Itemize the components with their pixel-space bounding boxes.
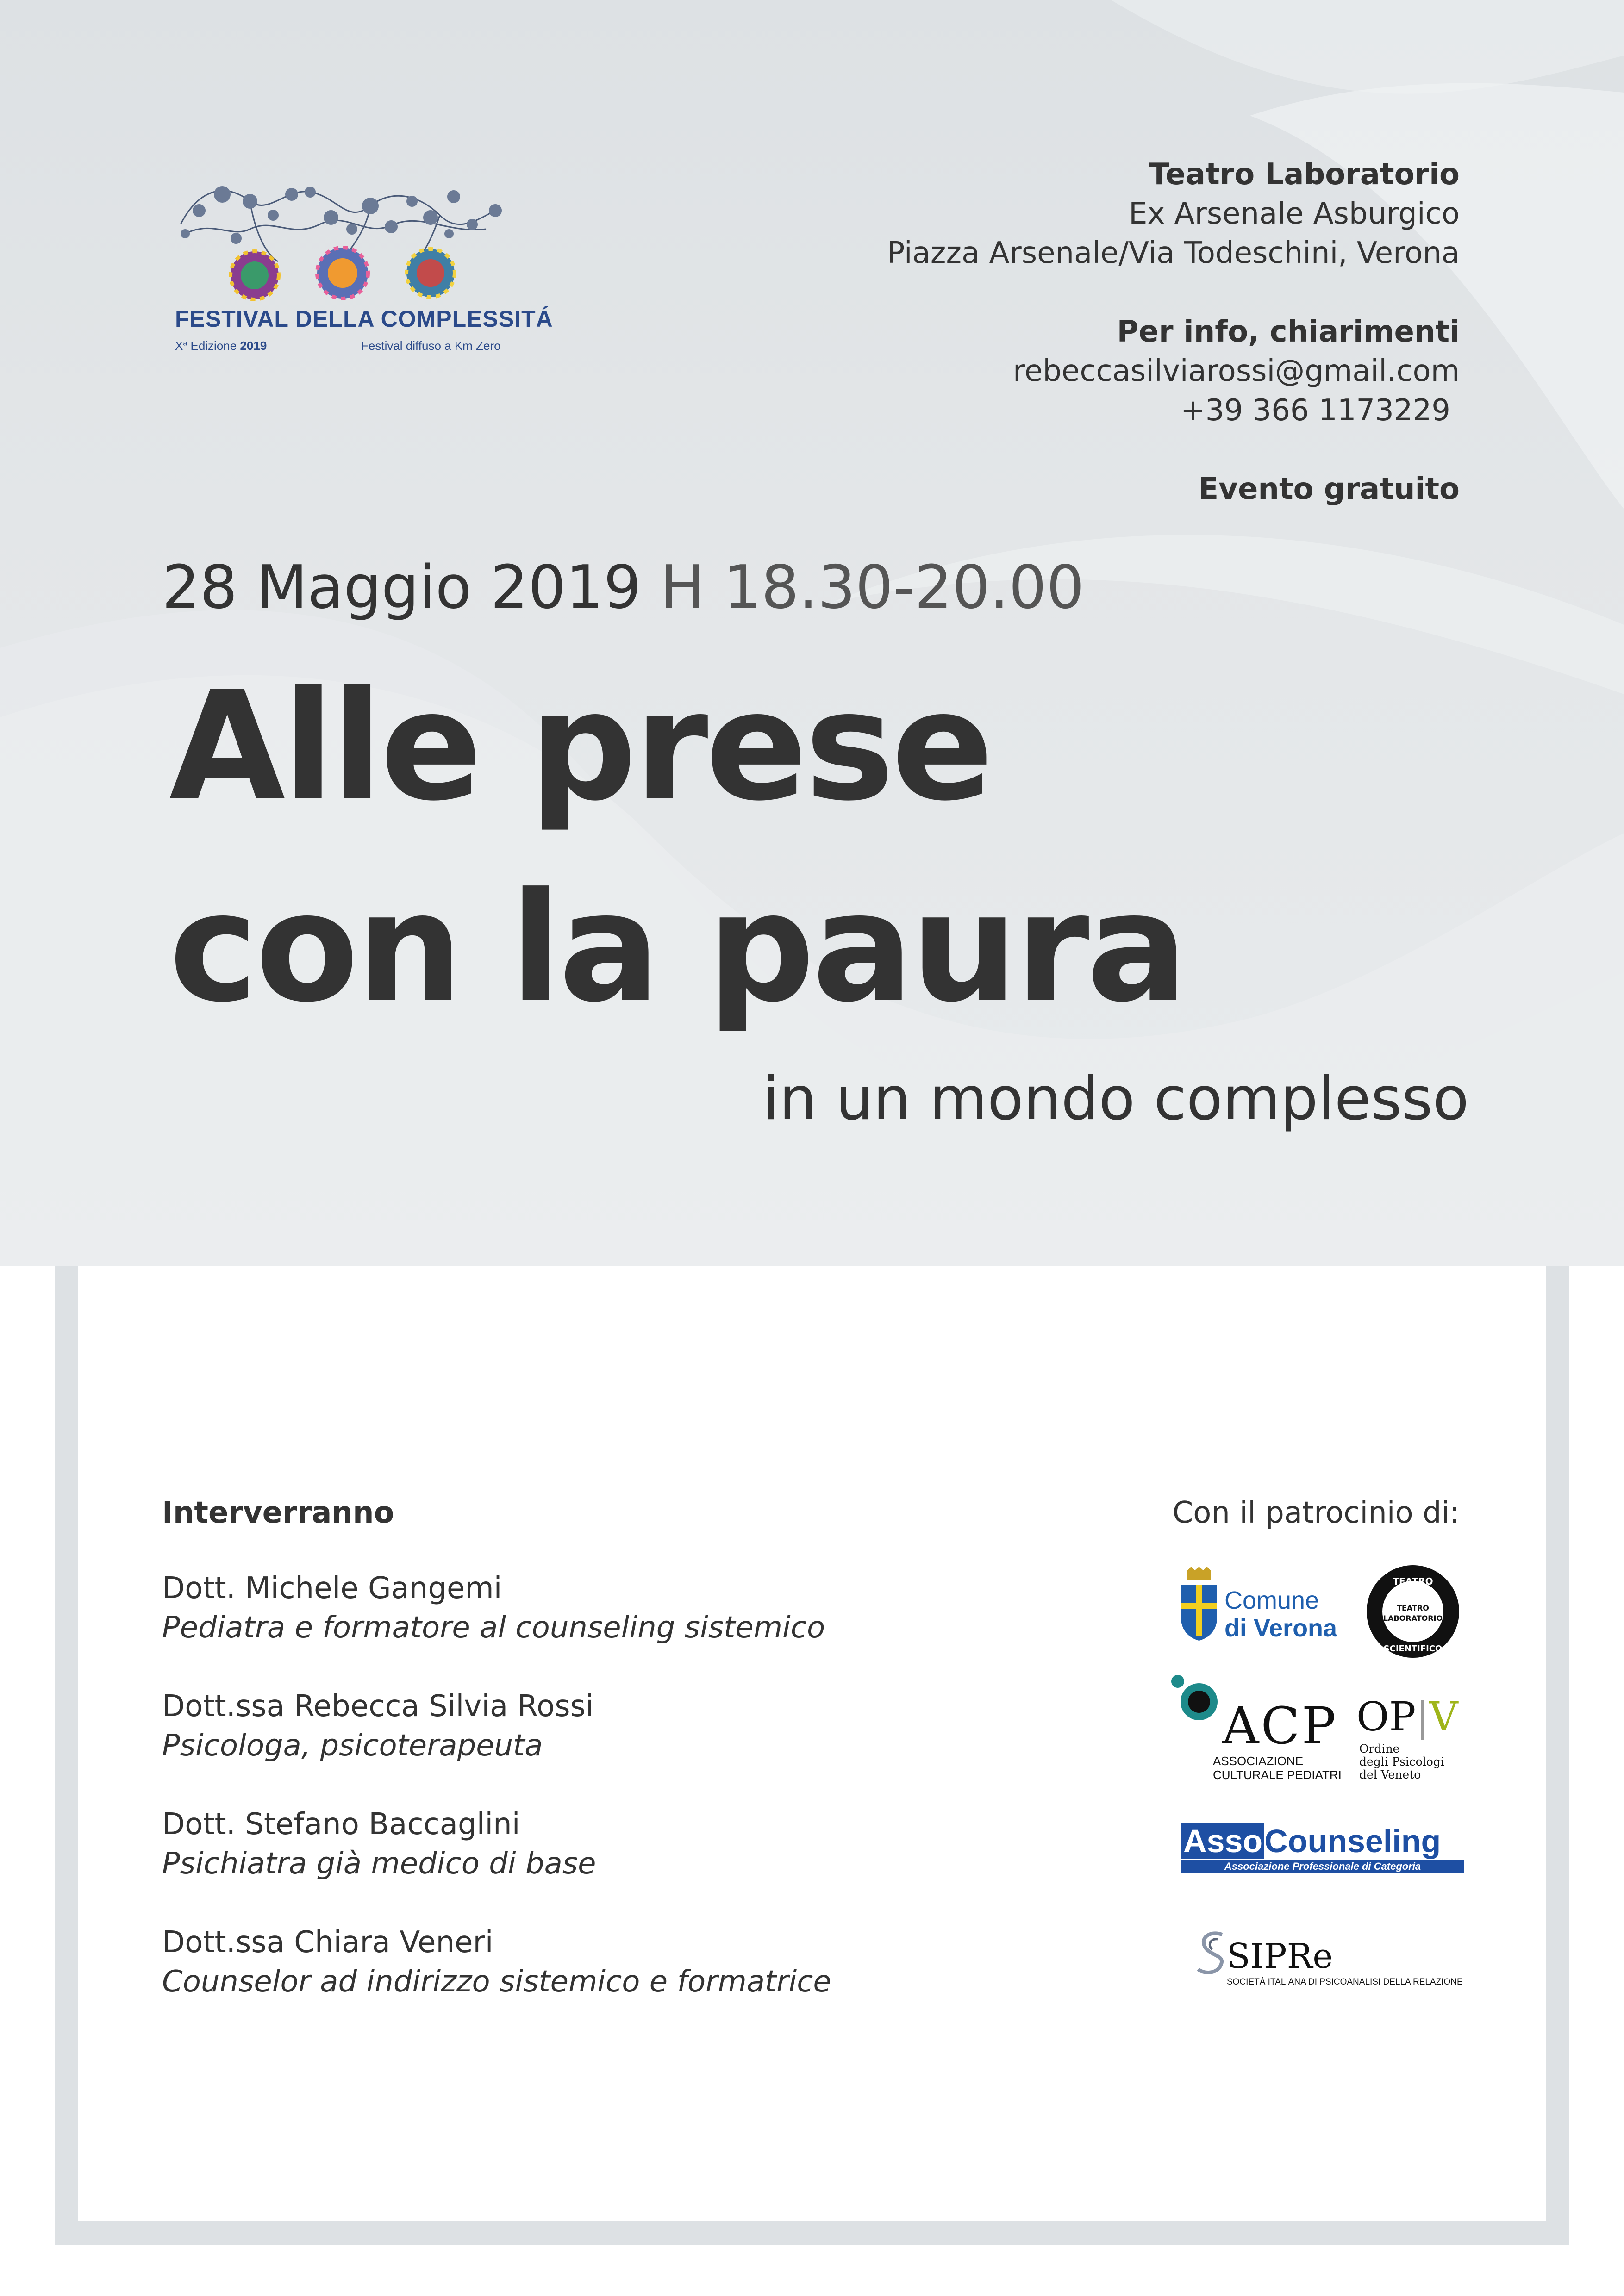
patronage-heading: Con il patrocinio di: <box>1172 1496 1460 1530</box>
sipre-mark-icon <box>1194 1930 1231 1976</box>
acp-mark-icon <box>1171 1673 1218 1724</box>
speaker-role: Counselor ad indirizzo sistemico e formatrice <box>162 1965 831 1999</box>
assocounseling-name: AssoCounseling <box>1181 1823 1441 1859</box>
speakers-heading: Interverranno <box>162 1496 394 1530</box>
festival-edition: $X^a$ Edizione 2019 <box>175 339 267 353</box>
assocounseling-logo <box>1181 1823 1464 1874</box>
speaker-name: Dott. Michele Gangemi <box>162 1571 502 1605</box>
svg-text:TEATRO: TEATRO <box>1397 1604 1429 1612</box>
acp-subtitle-2: CULTURALE PEDIATRI <box>1213 1768 1342 1782</box>
opv-logo <box>1356 1694 1463 1786</box>
venue-line-1: Ex Arsenale Asburgico <box>1129 197 1460 231</box>
teatro-laboratorio-logo <box>1366 1564 1461 1659</box>
festival-title: FESTIVAL DELLA COMPLESSITÁ <box>175 306 553 332</box>
comune-label-2: di Verona <box>1224 1614 1337 1642</box>
event-date: 28 Maggio 2019 H 18.30-20.00 <box>162 553 1084 622</box>
sipre-logo <box>1194 1930 1463 1990</box>
speaker-name: Dott.ssa Chiara Veneri <box>162 1925 493 1960</box>
speaker-name: Dott. Stefano Baccaglini <box>162 1807 520 1842</box>
svg-text:LABORATORIO: LABORATORIO <box>1383 1614 1443 1623</box>
opv-subtitle: Ordine degli Psicologi del Veneto <box>1359 1742 1444 1781</box>
acp-logo <box>1171 1673 1342 1782</box>
sipre-subtitle: SOCIETÀ ITALIANA DI PSICOANALISI DELLA RELAZIONE <box>1227 1977 1463 1987</box>
assocounseling-subtitle: Associazione Professionale di Categoria <box>1181 1860 1464 1873</box>
event-title-line-1: Alle prese <box>169 659 991 834</box>
sipre-name: SIPRe <box>1227 1936 1333 1976</box>
contact-email[interactable]: rebeccasilviarossi@gmail.com <box>1013 354 1460 388</box>
speaker-role: Psichiatra già medico di base <box>162 1847 596 1881</box>
teatro-seal-icon <box>1366 1564 1461 1659</box>
venue-line-2: Piazza Arsenale/Via Todeschini, Verona <box>887 236 1460 270</box>
comune-verona-logo <box>1178 1567 1354 1641</box>
speaker-role: Pediatra e formatore al counseling sistemico <box>162 1611 825 1645</box>
speaker-name: Dott.ssa Rebecca Silvia Rossi <box>162 1689 594 1724</box>
svg-text:TEATRO: TEATRO <box>1393 1576 1433 1587</box>
festival-tagline: Festival diffuso a Km Zero <box>361 339 501 353</box>
event-subtitle: in un mondo complesso <box>762 1064 1469 1133</box>
comune-label-1: Comune <box>1224 1587 1319 1614</box>
price-note: Evento gratuito <box>1198 472 1460 506</box>
venue-name: Teatro Laboratorio <box>1149 157 1460 192</box>
festival-logo-icon <box>171 169 523 363</box>
opv-name: OP|V <box>1356 1694 1458 1740</box>
contact-heading: Per info, chiarimenti <box>1117 315 1460 349</box>
verona-crest-icon <box>1178 1567 1220 1641</box>
event-title-line-2: con la paura <box>169 860 1186 1035</box>
svg-text:SCIENTIFICO: SCIENTIFICO <box>1383 1644 1443 1654</box>
contact-phone[interactable]: +39 366 1173229 <box>1181 393 1450 428</box>
acp-subtitle-1: ASSOCIAZIONE <box>1213 1754 1304 1768</box>
speaker-role: Psicologa, psicoterapeuta <box>162 1729 543 1763</box>
acp-name: ACP <box>1222 1696 1338 1755</box>
